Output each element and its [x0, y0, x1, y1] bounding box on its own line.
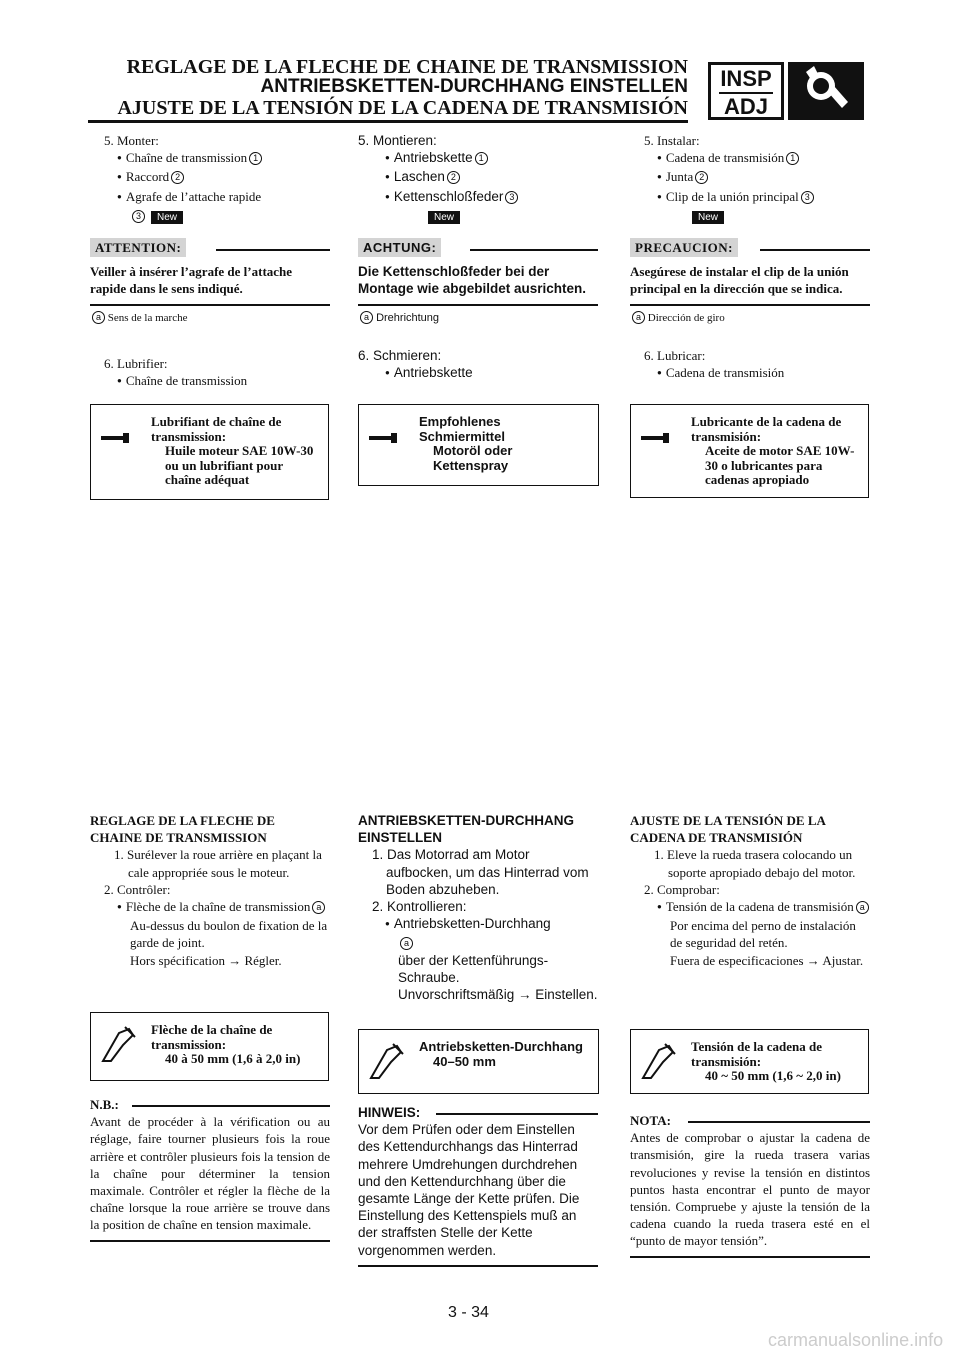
- es-lub-value: Aceite de motor SAE 10W-30 o lubricantes para cadenas apropiado: [705, 443, 855, 487]
- fr-note-a: [90, 310, 330, 327]
- de-item-3-text: Kettenschloßfeder: [393, 188, 504, 204]
- de-item-1: [358, 149, 598, 168]
- fr-warning: [90, 238, 330, 306]
- de-note-block: [358, 1104, 598, 1267]
- callout-2: 2: [447, 171, 460, 184]
- callout-2: 2: [171, 171, 184, 184]
- callout-a: a: [400, 937, 413, 950]
- oil-can-icon: [641, 431, 671, 445]
- de-lub-value: Motoröl oder Kettenspray: [433, 443, 513, 473]
- badge-insp: INSP: [719, 66, 773, 94]
- es-check-out: Fuera de especificaciones → Ajustar.: [670, 952, 864, 968]
- header-rule: [88, 120, 688, 123]
- oil-can-icon: [101, 431, 131, 445]
- de-item-2: [358, 168, 598, 187]
- fr-spec: [151, 1023, 320, 1067]
- fr-note-text: Avant de procéder à la vérification ou au réglage, faire tourner plusieurs fois la roue arrière et contrôler plusieurs fois la tension de la chaîne pour déterminer la tension maximale. Contrôler et régler la flèche de la chaîne lorsque la roue arrière se trouve dans la position de chaîne en tension maximale.: [90, 1114, 330, 1233]
- callout-1: 1: [249, 152, 262, 165]
- es-check-desc: Por encima del perno de instalación de seguridad del retén.: [670, 918, 856, 951]
- es-spec-value: 40 ~ 50 mm (1,6 ~ 2,0 in): [705, 1068, 841, 1083]
- es-lub-spec: [691, 415, 860, 488]
- de-lubricant-box: [358, 404, 599, 486]
- watermark: carmanualsonline.info: [768, 1330, 944, 1350]
- new-badge: New: [151, 211, 183, 224]
- de-lub-spec: [419, 415, 590, 473]
- page-number: 3 - 34: [448, 1304, 489, 1321]
- fr-note-label: N.B.:: [90, 1097, 119, 1112]
- callout-1: 1: [786, 152, 799, 165]
- fr-item-3-text: Agrafe de l’attache rapide: [125, 188, 262, 204]
- col-fr-top: [90, 132, 330, 391]
- col-de-top: [358, 132, 598, 383]
- badge-adj: ADJ: [723, 94, 768, 119]
- es-spec-title: Tensión de la cadena de transmisión:: [691, 1039, 822, 1069]
- fr-note-block: [90, 1096, 330, 1242]
- callout-3: 3: [801, 191, 814, 204]
- fr-lub-spec: [151, 415, 320, 488]
- fr-spec-box: [90, 1012, 329, 1081]
- de-check-a: [358, 934, 598, 951]
- es-note-text: Antes de comprobar o ajustar la cadena de transmisión, gire la rueda trasera varias revoluciones y revise la tensión en distintos puntos hasta encontrar el punto de mayor tensión. Compruebe y ajuste la tensión de la cadena cuando la rueda trasera esté en el “punto de mayor tensión”.: [630, 1130, 870, 1249]
- note-bottom-rule: [358, 1265, 598, 1267]
- callout-3: 3: [505, 191, 518, 204]
- fr-warning-text: Veiller à insérer l’agrafe de l’attache rapide dans le sens indiqué.: [90, 264, 293, 297]
- header-title-es: AJUSTE DE LA TENSIÓN DE LA CADENA DE TRANSMISIÓN: [117, 97, 688, 119]
- new-badge: New: [428, 211, 460, 224]
- fr-lub-item-text: Chaîne de transmission: [125, 373, 248, 389]
- es-note-block: [630, 1112, 870, 1258]
- callout-a: a: [632, 311, 645, 324]
- fr-step6: 6. Lubrifier:: [104, 355, 168, 371]
- de-warning: [358, 238, 598, 306]
- es-step1: 1. Eleve la rueda trasera colocando un soporte apropiado debajo del motor.: [654, 847, 856, 880]
- es-new-row: [630, 207, 870, 224]
- fr-item-2: [90, 168, 330, 187]
- es-item-2: [630, 168, 870, 187]
- de-warning-label: ACHTUNG:: [358, 238, 441, 257]
- fr-step2: 2. Contrôler:: [104, 881, 171, 897]
- de-step1: 1. Das Motorrad am Motor aufbocken, um das Hinterrad vom Boden abzuheben.: [372, 847, 589, 897]
- header-title-de: ANTRIEBSKETTEN-DURCHHANG EINSTELLEN: [260, 76, 688, 97]
- es-step6: 6. Lubricar:: [644, 347, 706, 363]
- de-new-row: [358, 207, 598, 224]
- fr-check-desc: Au-dessus du boulon de fixation de la garde de joint.: [130, 918, 328, 951]
- de-step5: 5. Montieren:: [358, 133, 437, 148]
- callout-a: a: [312, 901, 325, 914]
- es-item-1: [630, 149, 870, 168]
- de-step2: 2. Kontrollieren:: [372, 899, 467, 915]
- de-spec-box: [358, 1029, 599, 1094]
- es-check-item: [630, 898, 870, 917]
- de-note-label: HINWEIS:: [358, 1105, 421, 1120]
- fr-note-title: [90, 1096, 330, 1113]
- callout-1: 1: [475, 152, 488, 165]
- de-check-desc: über der Kettenführungs-Schraube.: [398, 952, 549, 985]
- es-item-1-text: Cadena de transmisión: [665, 150, 785, 166]
- es-lub-item: [630, 364, 870, 383]
- col-de-bottom: [358, 812, 598, 1003]
- insp-adj-badge: [708, 62, 784, 120]
- de-note-title: [358, 1104, 598, 1121]
- es-spec: [691, 1040, 860, 1084]
- es-item-3-text: Clip de la unión principal: [665, 188, 799, 204]
- warning-line: [470, 249, 598, 251]
- fr-warning-label: ATTENTION:: [90, 238, 186, 257]
- header-title-fr: REGLAGE DE LA FLECHE DE CHAINE DE TRANSMISSION: [126, 56, 688, 78]
- es-warning: [630, 238, 870, 306]
- callout-a: a: [360, 311, 373, 324]
- es-spec-box: [630, 1029, 869, 1094]
- new-badge: New: [692, 211, 724, 224]
- warning-line: [760, 249, 870, 251]
- es-step5: 5. Instalar:: [644, 133, 700, 148]
- es-warning-text: Asegúrese de instalar el clip de la unión principal en la dirección que se indica.: [630, 264, 849, 297]
- note-line: [132, 1105, 330, 1107]
- es-note-label: NOTA:: [630, 1113, 671, 1128]
- de-item-3: [358, 188, 598, 207]
- col-es-bottom: [630, 812, 870, 969]
- caliper-icon: [639, 1042, 679, 1082]
- oil-can-icon: [369, 431, 399, 445]
- es-lub-item-text: Cadena de transmisión: [665, 365, 785, 381]
- es-step2: 2. Comprobar:: [644, 881, 720, 897]
- warning-bottom-rule: [90, 304, 330, 306]
- note-bottom-rule: [630, 1256, 870, 1258]
- fr-step1: 1. Surélever la roue arrière en plaçant la cale appropriée sous le moteur.: [114, 847, 322, 880]
- es-warning-label: PRECAUCION:: [630, 238, 738, 257]
- fr-spec-title: Flèche de la chaîne de transmission:: [151, 1022, 273, 1052]
- de-spec: [419, 1040, 590, 1069]
- de-lub-item: [358, 364, 598, 383]
- warning-bottom-rule: [358, 304, 598, 306]
- warning-bottom-rule: [630, 304, 870, 306]
- es-lubricant-box: [630, 404, 869, 498]
- callout-2: 2: [695, 171, 708, 184]
- caliper-icon: [367, 1042, 407, 1082]
- fr-item-3: [90, 188, 330, 207]
- de-item-2-text: Laschen: [393, 169, 445, 185]
- es-note-a-text: Dirección de giro: [647, 311, 725, 324]
- note-line: [436, 1113, 598, 1115]
- de-section-title: ANTRIEBSKETTEN-DURCHHANG EINSTELLEN: [358, 813, 574, 846]
- de-note-text: Vor dem Prüfen oder dem Einstellen des Kettendurchhangs das Hinterrad mehrere Umdrehungen durchdrehen und den Kettendurchhang über die gesamte Länge der Kette prüfen. Die Einstellung des Kettenspiels muß an der straffsten Stelle der Kette vorgenommen werden.: [358, 1122, 580, 1258]
- es-lub-title: Lubricante de la cadena de transmisión:: [691, 414, 842, 444]
- es-note-title: [630, 1112, 870, 1129]
- warning-line: [216, 249, 330, 251]
- es-check-item-text: Tensión de la cadena de transmisión: [665, 899, 854, 915]
- de-spec-value: 40–50 mm: [433, 1053, 496, 1069]
- de-warning-text: Die Kettenschloßfeder bei der Montage wie abgebildet ausrichten.: [358, 264, 587, 297]
- de-item-1-text: Antriebskette: [393, 150, 473, 166]
- caliper-icon: [99, 1025, 139, 1065]
- callout-3: 3: [132, 210, 145, 223]
- fr-lub-item: [90, 372, 330, 391]
- fr-check-item-text: Flèche de la chaîne de transmission: [125, 899, 311, 915]
- fr-lub-value: Huile moteur SAE 10W-30 ou un lubrifiant pour chaîne adéquat: [165, 443, 314, 487]
- fr-check-out: Hors spécification → Régler.: [130, 952, 282, 968]
- fr-item-3-tail: [90, 207, 330, 224]
- fr-step5: 5. Monter:: [104, 133, 159, 148]
- de-note-a: [358, 310, 598, 327]
- de-check-item: [358, 915, 598, 934]
- fr-section-title: REGLAGE DE LA FLECHE DE CHAINE DE TRANSMISSION: [90, 813, 275, 846]
- de-spec-title: Antriebsketten-Durchhang: [419, 1039, 583, 1054]
- wrench-icon: [788, 62, 864, 120]
- de-check-out: Unvorschriftsmäßig → Einstellen.: [398, 987, 598, 1003]
- fr-spec-value: 40 à 50 mm (1,6 à 2,0 in): [165, 1051, 301, 1066]
- note-line: [688, 1121, 870, 1123]
- fr-lubricant-box: [90, 404, 329, 500]
- fr-item-1: [90, 149, 330, 168]
- fr-item-2-text: Raccord: [125, 169, 170, 185]
- es-item-2-text: Junta: [665, 169, 694, 185]
- es-item-3: [630, 188, 870, 207]
- fr-note-a-text: Sens de la marche: [107, 311, 188, 324]
- es-note-a: [630, 310, 870, 327]
- de-note-a-text: Drehrichtung: [376, 311, 440, 324]
- de-check-item-text: Antriebsketten-Durchhang: [393, 916, 551, 932]
- de-lub-item-text: Antriebskette: [393, 365, 473, 381]
- fr-item-1-text: Chaîne de transmission: [125, 150, 248, 166]
- note-bottom-rule: [90, 1240, 330, 1242]
- de-lub-title: Empfohlenes Schmiermittel: [419, 414, 505, 444]
- callout-a: a: [856, 901, 869, 914]
- fr-check-item: [90, 898, 330, 917]
- es-section-title: AJUSTE DE LA TENSIÓN DE LA CADENA DE TRANSMISIÓN: [630, 813, 826, 846]
- col-es-top: [630, 132, 870, 383]
- fr-lub-title: Lubrifiant de chaîne de transmission:: [151, 414, 282, 444]
- col-fr-bottom: [90, 812, 330, 969]
- callout-a: a: [92, 311, 105, 324]
- de-step6: 6. Schmieren:: [358, 347, 442, 363]
